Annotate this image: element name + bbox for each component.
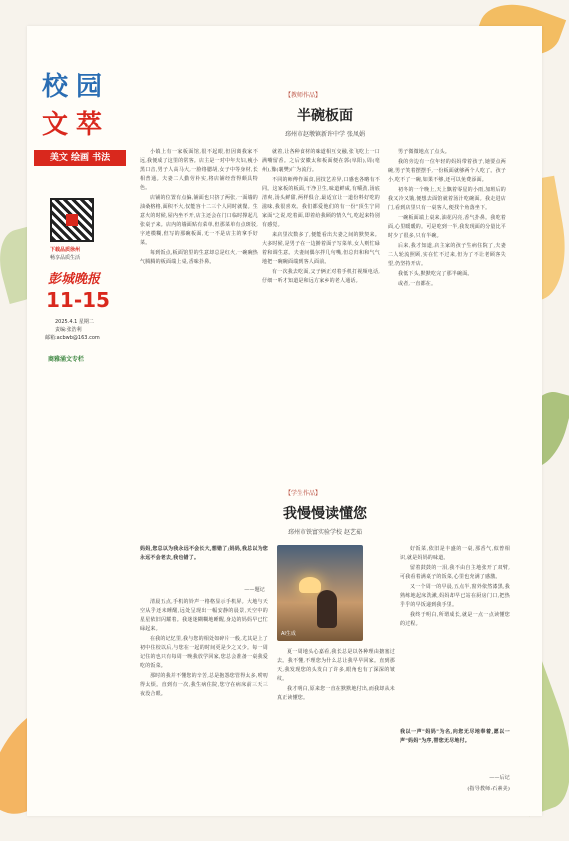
article-paragraph: 留着鼓鼓的一泪,我不由自主地张开了双臂,可我看着满桌子的饭菜,心里也充满了感激。 bbox=[400, 565, 510, 580]
masthead-title-char: 文 bbox=[42, 110, 69, 140]
article-paragraph: 不同的师傅作面食,因技艺差异,口感也各略有不同。这家板的板面,干净卫生,味道鲜咸,有嚼劲,汤底清爽,汤头鲜甜,两样俱合,最适宜让一道份料好吃的滋味,我很喜欢。我们都爱他们的有一份"顶生宁同家面"之说,吃着面,即着给我顾的情久气,吃起来特别有感觉。 bbox=[262, 177, 380, 228]
qr-caption: 下载品质徐州 bbox=[50, 247, 81, 253]
article-paragraph: 男子微微地点了点头。 bbox=[398, 149, 451, 155]
masthead-title-char: 校 bbox=[42, 72, 69, 102]
article-paragraph: 或者,一直都在。 bbox=[398, 281, 437, 287]
article-paragraph: 就着,让各种食材的味道相互交融,张飞吃上一口满嘴留香。之后安徽太和板面便在郭(阜阳),周(亳州),豫(襄樊)广为流行。 bbox=[262, 149, 380, 173]
footer-logo: 商雅涌文专栏 bbox=[48, 356, 85, 363]
article-paragraph: 初冬的一个晚上,天上飘着零星的小雨,加班后的我又冷又饿,便想去面馆就着汤汁吃碗面。我走进店门,看到店里只有一桌客人,便找个角落坐下。 bbox=[388, 187, 506, 211]
email-line: 邮箱:acbwb@163.com bbox=[45, 335, 100, 341]
paper-name-logo: 彭城晚报 bbox=[48, 272, 101, 287]
article-paragraph: 小镇上有一家板面馆,很不起眼,但因离我家不远,我便成了这里的常客。店主是一对中年夫妇,瘦小黑口音,男子人高马大,一脸络腮胡,女子中等身材,长相普通。夫妻二人勤劳朴实,将店铺经营得颇具特色。 bbox=[140, 149, 258, 191]
girl-figure-icon bbox=[317, 590, 337, 628]
article-paragraph: 我低下头,默默吃完了那半碗面。 bbox=[398, 271, 473, 277]
date-line: 2025.4.1 星期二 bbox=[55, 319, 94, 325]
article-paragraph: 我才明白,原来您一直在默默地付出,而我却从未真正读懂您。 bbox=[277, 686, 395, 701]
article-column bbox=[388, 148, 506, 423]
article-paragraph: 清晨五点,手机的铃声一格格显示手机屏。大地与天空从乎还未睡醒,远处呈现出一幅安静的晨景,天空中的星星依旧闪耀着。我迷迷糊糊地睡醒,身边的妈妈早已忙碌起来。 bbox=[140, 599, 268, 632]
teacher-credit: (指导教师:石素美) bbox=[467, 786, 510, 792]
article-paragraph: 有一次我去吃面,父子俩正对着手机打视频电话,仔细一听才知道是和远方家乡的老人通话。 bbox=[262, 269, 380, 284]
article-paragraph: 来店里次数多了,便能看出夫妻之间的默契来。大多时候,是男子在一边擀着面子写菜单,女人则忙碌着和调生意。夫妻间偶尔拌几句嘴,但总归和和气气地把一碗碗面端到客人面前。 bbox=[262, 232, 380, 265]
article-byline: 邳州市赵墩镇新许中学 张凤娟 bbox=[285, 131, 365, 138]
article-column bbox=[277, 648, 395, 798]
editor-line: 责编:张浩利 bbox=[55, 327, 82, 333]
image-label: AI生成 bbox=[281, 631, 296, 637]
qr-caption: 畅享品质生活 bbox=[50, 255, 81, 261]
article-paragraph: 我的旁边有一位年轻的妈妈带着孩子,她要点两碗,男子笑着摆摆手,一份板面就够两个人吃了。孩子小,吃不了一碗,如果不够,还可以免费添面。 bbox=[388, 159, 506, 183]
lamp-icon bbox=[299, 577, 321, 593]
article-title: 半碗板面 bbox=[297, 108, 353, 124]
masthead-title-char: 萃 bbox=[76, 110, 103, 140]
closing-tag: ——后记 bbox=[489, 775, 510, 781]
page-number: 11-15 bbox=[46, 288, 110, 312]
article-paragraph: 一碗板面端上桌来,油花闪亮,香气扑鼻。我吃着面,心里暖暖的。可是吃到一半,我发现面的分量比平时少了很多,只有半碗。 bbox=[388, 215, 506, 239]
article-paragraph: 每到饭点,板面馆里的生意却总是红火,一碗碗热气腾腾的板面端上桌,香味扑鼻。 bbox=[140, 250, 258, 265]
article-paragraph: 夏一周地头心嘉看,我长总是以各种理由搪塞过去。我不懂,不理您为什么总让我早早回家。直到那天,我发现您的头发白了许多,眼角也有了深深的皱纹。 bbox=[277, 649, 395, 682]
article-paragraph: 店铺的位置有点偏,铺面也只挤了两张,一面墙的油桑格格,面积不大,仅能容十二三个人同时就餐。生意火的时候,屋内坐不开,店主还会在门口临时撑起几张桌子来。店内的墙面贴有菜单,但那菜单有点斑驳,字迹模糊,但写的那碗板面,无一不是店主的拿手好菜。 bbox=[140, 195, 258, 246]
section-subtitle-bar: 美文 绘画 书法 bbox=[34, 150, 126, 166]
article-byline: 邳州市铁富实验学校 赵艺茹 bbox=[288, 529, 362, 536]
closing-quote: 我以一声"妈妈"为名,向您无尽地奉着,愿以一声"妈妈"为序,替您无尽地付。 bbox=[400, 729, 510, 744]
article-column bbox=[140, 148, 258, 423]
article-paragraph: 在我的记忆里,我与您的相处如碎片一般,尤其是上了初中住校以后,与您在一起的时间更是少之又少。每一周记住的也只有每周一晚我放学回家,您总会准备一桌我爱吃的饭菜。 bbox=[140, 636, 268, 669]
article-column bbox=[140, 598, 268, 798]
epigraph: 妈妈,您总以为我永远不会长大,想错了;妈妈,我总以为您永远不会老去,我也错了。 bbox=[140, 546, 268, 561]
qr-logo-icon bbox=[66, 214, 78, 226]
epigraph-tag: ——题记 bbox=[244, 587, 265, 593]
article-paragraph: 好饭菜,依旧是丰盛的一桌,那香气,似曾相识,就是妈妈的味道。 bbox=[400, 546, 510, 561]
masthead-title-char: 园 bbox=[76, 72, 103, 102]
article-paragraph: 后来,我才知道,店主家的孩子生病住院了,夫妻二人轮流照顾,实在忙不过来,但为了不让老顾客失望,仍坚持开店。 bbox=[388, 243, 506, 267]
article-paragraph: 我终于明白,所谓成长,就是一点一点读懂您的过程。 bbox=[400, 612, 510, 627]
article-title: 我慢慢读懂您 bbox=[283, 506, 367, 522]
article-tag: 【教师作品】 bbox=[285, 92, 322, 99]
article-tag: 【学生作品】 bbox=[285, 490, 322, 497]
illustration-image bbox=[277, 545, 363, 641]
article-paragraph: 又一个周一的早晨,五点半,窗外依然漆黑,我熟练地起床洗漱,妈妈却早已站在厨房门口,把热乎乎的早饭递到我手里。 bbox=[400, 584, 510, 608]
article-column bbox=[262, 148, 380, 423]
qr-code-icon bbox=[50, 198, 94, 242]
article-column bbox=[400, 545, 510, 725]
article-paragraph: 那时的我并不懂您的辛苦,总是抱怨您管得太多,唠叨得太烦。直到有一次,我生病住院,您守在病床前三天三夜没合眼。 bbox=[140, 673, 268, 697]
